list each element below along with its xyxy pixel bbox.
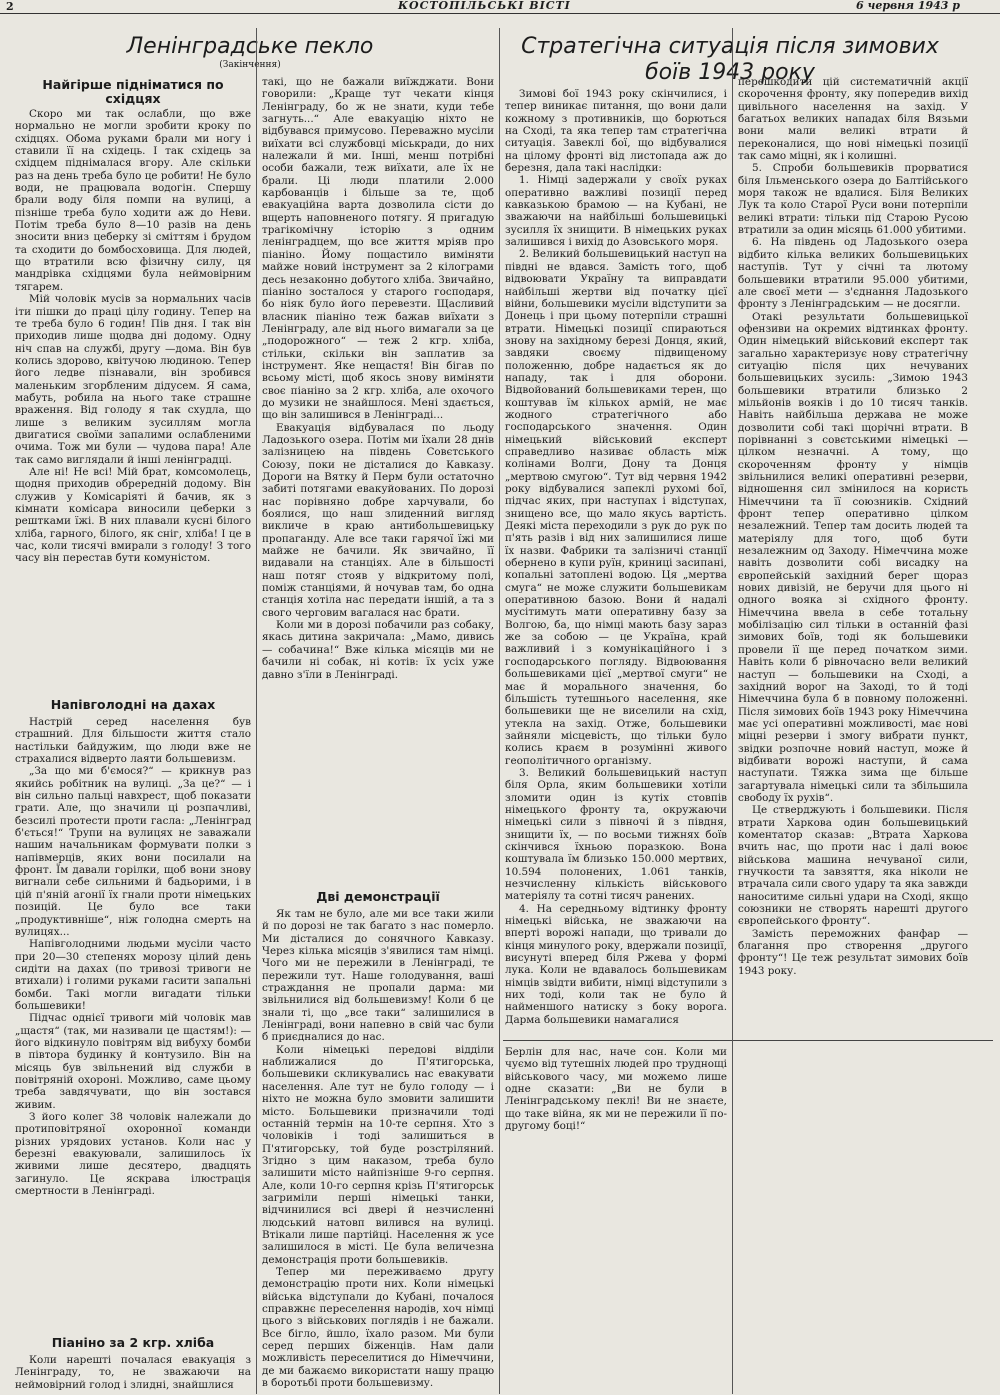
paragraph: Евакуація відбувалася по льоду Ладозького озера. Потім ми їхали 28 днів залізницею на південь Совєтського Союзу, поки не дісталися до Кавказу. Дороги на Вятку й Перм були остаточно забиті потягами евакуйованих. По дорозі нас порівняно добре харчували, бо боялися, що наш злиденний вигляд викличе в краю антибольшевицьку пропаганду. Але все таки гарячої їжі ми майже не бачили. Як звичайно, її видавали на станціях. Але в більшості наш потяг стояв у відкритому полі, поміж станціями, й ночував там, бо одна станція хотіла нас передати іншій, а та з свого черговим вагалася нас брати. <box>262 421 494 619</box>
paragraph: Тепер ми переживаємо другу демонстрацію проти них. Коли німецькі війська відступали до Кубані, почалося справжнє переселення народів, хоч німці цього з військових поглядів і не бажали. Все бігло, йшло, їхало разом. Ми були серед перших біженців. Нам дали можливість переселитися до Німеччини, де ми бажаємо використати нашу працю в боротьбі проти большевизму. <box>262 1265 494 1390</box>
article-column-3 <box>505 88 727 1036</box>
article-column-1-cont <box>15 716 251 1330</box>
column-divider-horizontal <box>503 1040 993 1041</box>
paragraph: Отакі результати большевицької офензиви на окремих відтинках фронту. Один німецький військовий експерт так загально характеризує нову стратегічну ситуацію після цих нечуваних большевицьких зусиль: „Зимою 1943 большевики втратили близько 2 мільйонів вояків і до 10 тисяч танків. Навіть найбільша держава не може дозволити собі такі щорічні втрати. В порівнанні з совєтськими німецькі — цілком незначні. А тому, що скороченням фронту у німців звільнилися великі оперативні резерви, відношення сил змінилося на користь Німеччини та її союзників. Східний фронт тепер оперативно цілком незалежний. Тепер там досить людей та матеріялу для того, щоб бути незалежним од Заходу. Німеччина може навіть дозволити собі висадку на європейській західний берег щораз нових дивізій, не беручи для цього ні одного вояка зі східного фронту. Німеччина ввела в себе тотальну мобілізацію сил тільки в останній фазі зимових боїв, тоді як большевики провели її ще перед початком зими. Навіть коли б рівночасно вели великий наступ — большевики на Сході, а західний ворог на Заході, то й тоді Німеччина була б в повному положенні. Після зимових боїв 1943 року Німеччина має усі оперативні можливості, має нові міцні резерви і змогу вибрати пункт, звідки розпочне новий наступ, може й відбивати ворожі наступи, й сама наступати. Тяжка зима ще більше загартувала німецькі сили та збільшила свободу їх рухів“. <box>738 310 968 804</box>
masthead <box>0 0 1000 14</box>
right-article-title: Стратегічна ситуація після зимових боїв 1943 року <box>521 34 939 85</box>
paragraph-continued: Берлін для нас, наче сон. Коли ми чуємо від тутешніх людей про труднощі військового часу, ми можемо лише одне сказати: „Ви не були в Ленінградському пеклі! Ви не знаєте, що таке війна, як ми не пережили її по-другому боці!“ <box>505 1046 727 1133</box>
section-heading-piano: Піаніно за 2 кгр. хліба <box>51 1335 215 1350</box>
paragraph: Коли ми в дорозі побачили раз собаку, якась дитина закричала: „Мамо, дивись — собачина!“ Вже кілька місяців ми не бачили ні собак, ні котів: їх усіх уже давно з'їли в Ленінграді. <box>262 619 494 681</box>
article-column-2-cont <box>262 908 494 1392</box>
paragraph: 5. Спроби большевиків прорватися біля Ільменського озера до Балтійського моря також не вдалися. Біля Великих Лук та коло Старої Руси вони потерпіли великі втрати: тільки під Старою Русою втратили за один місяць 61.000 убитими. <box>738 162 968 237</box>
column-rule-3 <box>732 28 733 1394</box>
article-column-2 <box>262 76 494 886</box>
paragraph: „За що ми б'ємося?“ — крикнув раз якийсь робітник на вулиці. „За це?“ — і він сильно пальці навхрест, щоб показати грати. Але, що значили ці розпачливі, безсилі протести проти гасла: „Ленінград б'ється!“ Трупи на вулицях не заважали нашим начальникам формувати полки з напівмерців, яких вони посилали на фронт. Їм давали горілки, щоб вони знову вигнали себе сильними й бадьорими, і в цій п'яній агонії їх гнали проти німецьких позицій. Це було все таки „продуктивніше“, ніж голодна смерть на вулицях... <box>15 765 251 938</box>
article-column-1-end <box>15 1354 251 1394</box>
section-heading-demonstrations: Дві демонстрації <box>316 889 440 904</box>
article-column-1 <box>15 108 251 696</box>
paragraph: Коли нарешті почалася евакуація з Ленінграду, то, не зважаючи на неймовірний голод і злидні, знайшлися <box>15 1354 251 1391</box>
paragraph: Зимові бої 1943 року скінчилися, і тепер виникає питання, що вони дали кожному з противників, що борються на Сході, та яка тепер там стратегічна ситуація. Завеклі бої, що відбувалися на цілому фронті від листопада аж до березня, дала такі наслідки: <box>505 88 727 175</box>
paragraph: Це стверджують і большевики. Після втрати Харкова один большевицький коментатор сказав: „Втрата Харкова вчить нас, що проти нас і далі воює військова машина нечуваної сили, гнучкости та завзяття, яка ніколи не втрачала сили свого удару та яка завжди наноситиме сильні удари на Сході, якщо союзники не створять нарешті другого європейського фронту“. <box>738 804 968 928</box>
paragraph: Коли німецькі передові відділи наближалися до П'ятигорська, большевики скликувались нас евакувати населення. Але тут не було голоду — і ніхто не можна було змовити залишити місто. Большевики призначили тоді останній термін на 10-те серпня. Хто з чоловіків і тоді залишиться в П'ятигорську, той буде розстріляний. Згідно з цим наказом, треба було залишити місто найпізніше 9-го серпня. Але, коли 10-го серпня крізь П'ятигорськ загриміли перші німецькі танки, відчинилися всі двері й незчисленні людський натовп вилився на вулиці. Втікали лише партійці. Населення ж усе залишилося в місті. Це була величезна демонстрація проти большевиків. <box>262 1043 494 1266</box>
paragraph-continued: такі, що не бажали виїжджати. Вони говорили: „Краще тут чекати кінця Ленінграду, бо ж не знати, куди тебе загнуть...“ Але евакуацію ніхто не відбувався примусово. Переважно мусіли виїхати всі службовці міськради, до них належали й ми. Інші, менш потрібні особи бажали, теж виїхати, але їх не брали. Ці люди платили 2.000 карбованців і більше за те, щоб евакуаційна варта дозволила сісти до вщерть наповненого потягу. Я пригадую трагікомічну історію з одним ленінградцем, що все життя мріяв про піаніно. Йому пощастило виміняти майже новий інструмент за 2 кілограми десь незаконно добутого хліба. Звичайно, піаніно зосталося у старого господаря, бо ніяк було його перевезти. Щасливий власник піаніно теж бажав виїхати з Ленінграду, але від нього вимагали за це „подорожного“ — теж 2 кгр. хліба, стільки, скільки він заплатив за інструмент. Яке нещастя! Він бігав по всьому місті, щоб якось знову виміняти своє піаніно за 2 кгр. хліба, але охочого до музики не знайшлося. Мені здається, що він залишився в Ленінграді... <box>262 76 494 422</box>
article-column-4 <box>738 76 968 1036</box>
paragraph: 4. На середньому відтинку фронту німецькі війська, не зважаючи на вперті ворожі напади, що тривали до кінця минулого року, вдержали позиції, висунуті вперед біля Ржева у формі лука. Коли не вдавалось большевикам німців звідти вибити, німці відступили з них тоді, коли так не було й найменшого натиску з боку ворога. Дарма большевики намагалися <box>505 902 727 1026</box>
paragraph: Настрій серед населення був страшний. Для більшости життя стало настільки байдужим, що люди вже не страхалися відверто лаяти большевизм. <box>15 716 251 766</box>
paragraph: Але ні! Не всі! Мій брат, комсомолець, щодня приходив обрередній додому. Він служив у Комісаріяті й бачив, як з кімнати комісара виносили цеберки з рештками їжі. В них плавали кусні білого хліба, гарного, білого, як сніг, хліба! І це в час, коли тисячі вмирали з голоду! З того часу він перестав бути комуністом. <box>15 465 251 565</box>
section-heading-roofs: Напівголодні на дахах <box>50 697 216 712</box>
left-article-title: Ленінградське пекло <box>126 34 374 59</box>
issue-date: 6 червня 1943 р <box>855 0 960 12</box>
paragraph: Як там не було, але ми все таки жили й по дорозі не так багато з нас померло. Ми дісталися до сонячного Кавказу. Через кілька місяців з'явилися там німці. Чого ми не пережили в Ленінграді, те пережили тут. Наше голодування, ваші страждання не пропали дарма: ми звільнилися від большевизму! Коли б це знали ті, що „все таки“ залишилися в Ленінграді, вони напевно в свій час були б приєдналися до нас. <box>262 908 494 1044</box>
paragraph: Скоро ми так ослабли, що вже нормально не могли зробити кроку по східцях. Обома руками брали ми ногу і ставили її на східець. І так східець за східцем піднімалася вгору. Але скільки раз на день треба було це робити! Не було води, не працювала водогін. Спершу брали воду біля помпи на вулиці, а пізніше треба було ходити аж до Неви. Потім треба було 8—10 разів на день зносити вниз цеберку зі сміттям і брудом та сходити до бомбосховища. Для людей, що втратили всю фізичну силу, ця мандрівка східцями була неймовірним тягарем. <box>15 108 251 293</box>
paragraph: Мій чоловік мусів за нормальних часів іти пішки до праці цілу годину. Тепер на те треба було 6 годин! Пів дня. І так він приходив лише щодва дні додому. Одну ніч спав на службі, другу —дома. Він був колись здорово, квітучою людиною. Тепер його ледве пізнавали, він зробився маленьким згорбленим дідусем. Я сама, мабуть, робила на нього таке страшне враження. Від голоду я так схудла, що лише з великим зусиллям могла двигатися своїми запалими ослабленими очима. Тож ми були — чудова пара! Але так само виглядали й інші ленінградці. <box>15 293 251 466</box>
paragraph: Напівголодними людьми мусіли часто при 20—30 степенях морозу цілий день сидіти на дахах (по тривозі тривоги не втихали) і голими руками гасити запальні бомби. Такі могли вигадати тільки большевики! <box>15 938 251 1012</box>
paragraph-continued: перешкодити цій систематичній акції скорочення фронту, яку попередив вихід цивільного населення на захід. У багатьох великих нападах біля Вязьми вони мали великі втрати й переконалися, що нові німецькі позиції так само міцні, як і колишні. <box>738 76 968 163</box>
paragraph: Підчас однієї тривоги мій чоловік мав „щастя“ (так, ми називали це щастям!): — його відкинуло повітрям від вибуху бомби в півтора будинку й контузило. Він на місяць був звільнений від служби в повітряній охороні. Можливо, саме цьому треба завдячувати, що він зостався живим. <box>15 1012 251 1111</box>
paragraph: 3. Великий большевицький наступ біля Орла, яким большевики хотіли зломити один із кутіх стовпів німецького фронту та, окружаючи німецькі сили з півночі й з півдня, знищити їх, — по восьми тижнях боїв скінчився їхньою поразкою. Вона коштувала їм близько 150.000 мертвих, 10.594 полонених, 1.061 танків, незчисленну кількість військового матеріялу та сотні тисяч ранених. <box>505 766 727 903</box>
column-rule-1 <box>256 28 257 1394</box>
page-number: 2 <box>6 0 14 13</box>
paragraph: 6. На південь од Ладозького озера відбито кілька великих большевицьких наступів. Тут у січні та лютому большевики втратили 95.000 убитими, але своєї мети — з'єднання Ладозького фронту з Ленінградським — не досягли. <box>738 236 968 311</box>
paragraph: Замість переможних фанфар — благання про створення „другого фронту“! Це теж результат зимових боїв 1943 року. <box>738 927 968 977</box>
continuation-note: (Закінчення) <box>219 60 281 70</box>
section-heading-stairs: Найгірше підніматися по східцях <box>42 77 224 106</box>
paragraph: 1. Німці задержали у своїх руках оперативно важливі позиції перед кавказькою брамою — на Кубані, не зважаючи на найбільші большевицькі зусилля їх знищити. В німецьких руках залишився і вихід до Азовського моря. <box>505 174 727 249</box>
article-column-4-end <box>738 1046 968 1392</box>
newspaper-title: КОСТОПІЛЬСЬКІ ВІСТІ <box>398 0 571 12</box>
article-column-3-end <box>505 1046 727 1392</box>
masthead-rule <box>0 13 1000 14</box>
column-rule-2 <box>499 28 500 1394</box>
paragraph: 2. Великий большевицький наступ на півдні не вдався. Замість того, щоб відвоювати Україну та виправдати найбільші жертви від початку цієї війни, большевики мусіли відступити за Донець і при цьому потерпіли страшні втрати. Німецькі позиції спираються знову на західному березі Донця, який, завдяки своєму підвищеному положенню, добре надається як до нападу, так і для оборони. Відвойований большевиками терен, що коштував їм кількох армій, не має жодного стратегічного або господарського значення. Один німецький військовий експерт справедливо називає область між колінами Волги, Дону та Донця „мертвою смугою“. Тут від червня 1942 року відбувалися запеклі рухомі бої, підчас яких, при наступах і відступах, знищено все, що мало якусь вартість. Деякі міста переходили з рук до рук по п'ять разів і від них залишилися лише їх назви. Фабрики та залізничі станції обернено в купи руїн, криниці засипані, копальні затоплені водою. Ця „мертва смуга“ не може служити большевикам оперативною базою. Вони й надалі мусітимуть мати оперативну базу за Волгою, ба, що німці мають базу зараз же за собою — це Україна, край важливий і з комунікаційного і з господарського погляду. Відвоювання большевиками цієї „мертвої смуги“ не має й морального значення, бо більшість тутешнього населення, яке большевики ще не виселили на схід, утекла на захід. Отже, большевики зайняли місцевість, що тільки було колись краєм в розумінні живого геополітичного організму. <box>505 248 727 767</box>
paragraph: З його колег 38 чоловік належали до протиповітряної охоронної команди різних урядових установ. Коли нас у березні евакуювали, залишилось їх живими лише десятеро, двадцять загинуло. Це яскрава ілюстрація смертности в Ленінграді. <box>15 1111 251 1198</box>
